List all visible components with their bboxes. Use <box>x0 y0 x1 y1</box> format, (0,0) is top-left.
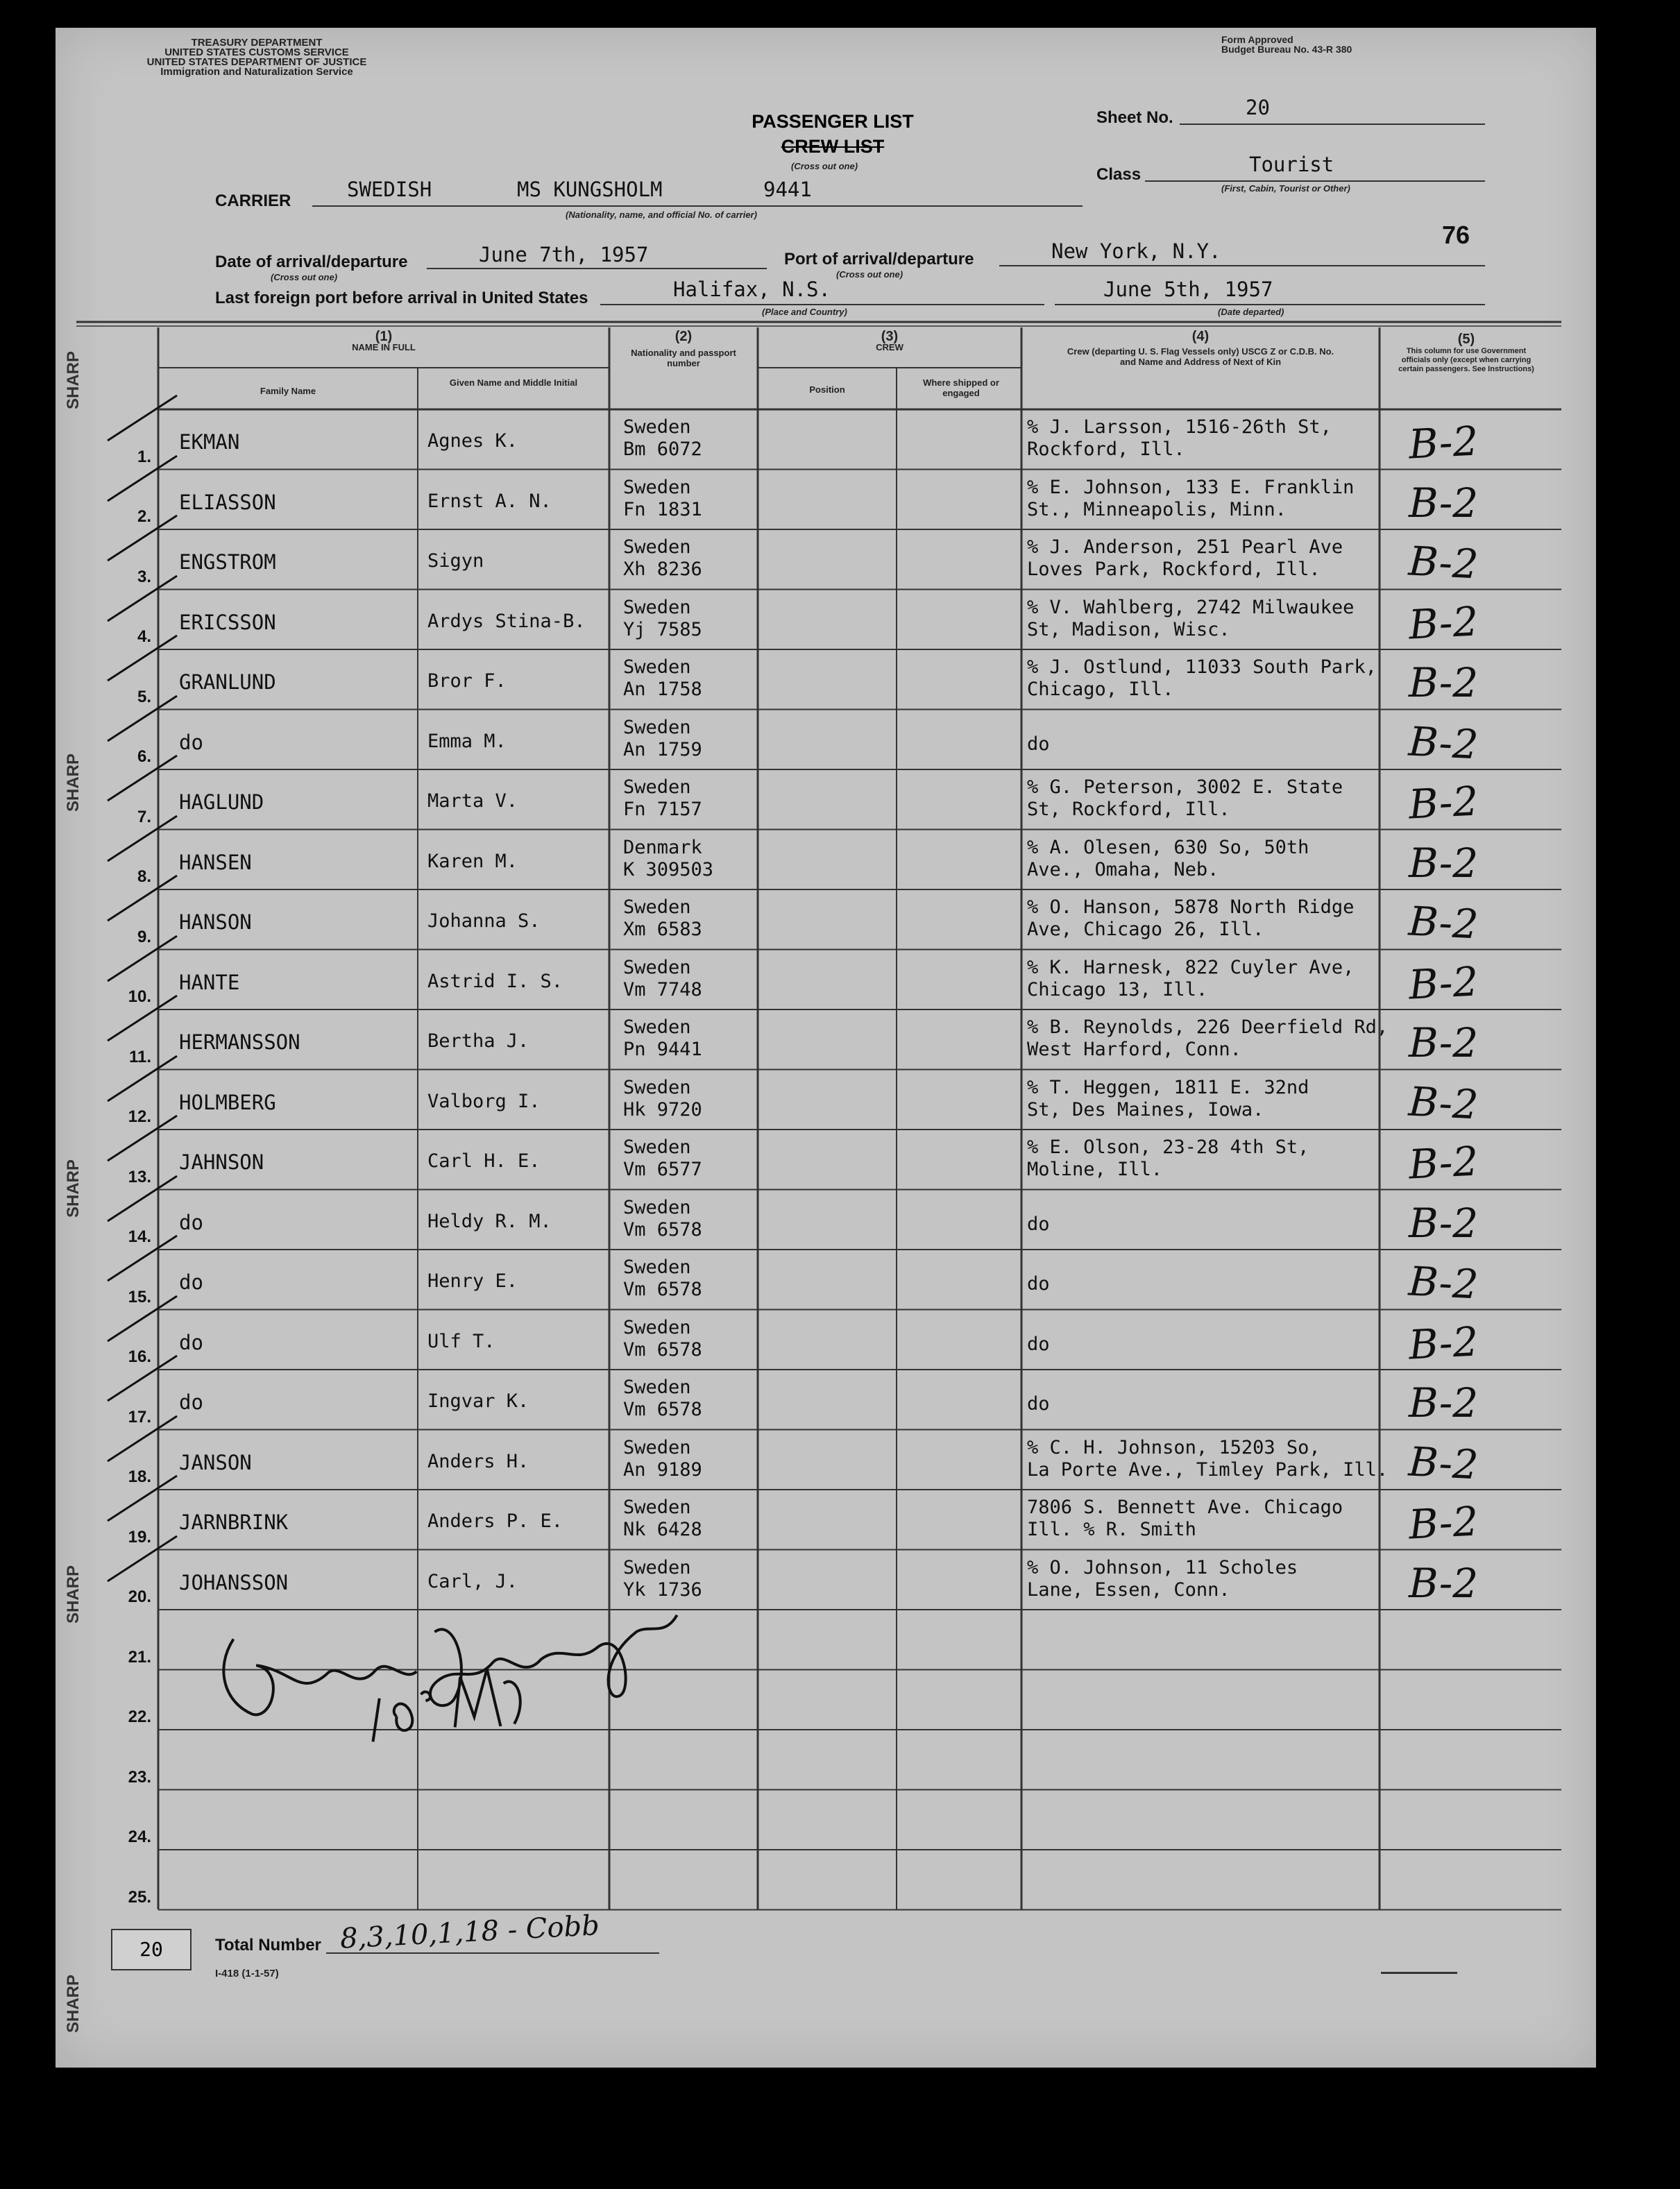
table-row <box>0 1790 1680 1850</box>
family-name: ERICSSON <box>179 610 276 634</box>
total-handwritten: 8,3,10,1,18 - Cobb <box>339 1909 600 1955</box>
passport-number: Vm 6577 <box>623 1159 702 1180</box>
row-number: 12. <box>128 1107 151 1126</box>
row-number: 23. <box>128 1767 151 1787</box>
col5-header <box>1380 332 1553 374</box>
official-mark: B-2 <box>1407 537 1479 588</box>
given-name: Emma M. <box>427 730 507 752</box>
row-number: 21. <box>128 1647 151 1667</box>
kin-address-line1: % J. Larsson, 1516-26th St, <box>1027 416 1332 438</box>
row-number: 24. <box>128 1828 151 1846</box>
title-note: (Cross out one) <box>791 161 858 171</box>
nationality: Sweden <box>623 1016 691 1038</box>
row-number: 11. <box>128 1047 151 1066</box>
table-row <box>0 1190 1680 1250</box>
arrival-date: June 7th, 1957 <box>479 243 649 266</box>
table-row <box>0 1250 1680 1310</box>
given-name: Astrid I. S. <box>427 970 563 992</box>
nationality: Sweden <box>623 956 691 978</box>
agency-line: Immigration and Naturalization Service <box>160 66 353 78</box>
class-label: Class <box>1096 165 1142 184</box>
row-number: 15. <box>128 1287 151 1306</box>
given-name: Bertha J. <box>427 1030 529 1052</box>
position-header: Position <box>809 384 845 395</box>
nationality: Denmark <box>623 836 702 858</box>
table-row <box>0 1070 1680 1130</box>
row-number: 5. <box>137 687 151 706</box>
kin-address-line1: do <box>1027 1213 1050 1235</box>
check-tick-icon <box>101 1349 184 1411</box>
row-number: 3. <box>137 567 151 586</box>
row-number: 25. <box>128 1887 151 1907</box>
given-name: Henry E. <box>427 1270 518 1292</box>
row-number: 20. <box>128 1587 151 1606</box>
nationality: Sweden <box>623 1257 691 1278</box>
passport-number: An 9189 <box>623 1458 702 1481</box>
family-name: do <box>179 1390 203 1414</box>
kin-address-line2: Chicago, Ill. <box>1027 679 1174 700</box>
passport-number: An 1758 <box>623 679 702 700</box>
carrier-number: 9441 <box>763 178 812 201</box>
official-mark: B-2 <box>1409 1559 1479 1607</box>
agency-line: UNITED STATES DEPARTMENT OF JUSTICE <box>146 56 367 68</box>
table-row <box>0 1010 1680 1070</box>
given-name: Anders H. <box>427 1450 529 1472</box>
official-mark: B-2 <box>1409 1379 1479 1426</box>
check-tick-icon <box>101 1529 184 1592</box>
footer-dash <box>1381 1972 1457 1974</box>
kin-address-line1: do <box>1027 1393 1050 1415</box>
nationality: Sweden <box>623 1556 691 1578</box>
official-mark: B-2 <box>1407 1257 1479 1309</box>
table-row <box>0 710 1680 770</box>
arrival-note: (Cross out one) <box>271 272 338 282</box>
row-number: 6. <box>137 747 151 766</box>
official-mark: B-2 <box>1407 1137 1479 1189</box>
col4-header <box>1021 329 1380 367</box>
passport-number: Vm 6578 <box>623 1338 702 1361</box>
official-mark: B-2 <box>1407 597 1479 649</box>
nationality: Sweden <box>623 1196 691 1218</box>
official-mark: B-2 <box>1407 897 1479 948</box>
check-tick-icon <box>101 629 184 691</box>
nationality: Sweden <box>623 656 691 678</box>
family-name: do <box>179 1210 203 1234</box>
family-name-header: Family Name <box>260 386 316 396</box>
kin-address-line2: Ave, Chicago 26, Ill. <box>1027 919 1264 940</box>
family-name: do <box>179 1330 203 1354</box>
form-approved-line: Budget Bureau No. 43-R 380 <box>1221 44 1352 55</box>
given-name: Heldy R. M. <box>427 1210 552 1232</box>
kin-address-line2: Moline, Ill. <box>1027 1159 1163 1180</box>
form-approved-line: Form Approved <box>1221 34 1293 45</box>
table-row <box>0 470 1680 530</box>
port-value: New York, N.Y. <box>1051 239 1221 263</box>
row-number: 8. <box>137 867 151 886</box>
nationality: Sweden <box>623 776 691 798</box>
title-passenger-list: PASSENGER LIST <box>752 111 914 132</box>
family-name: JANSON <box>179 1450 252 1474</box>
last-port-label: Last foreign port before arrival in United States <box>215 289 588 307</box>
kin-address-line2: Chicago 13, Ill. <box>1027 978 1208 1000</box>
passport-number: Vm 7748 <box>623 978 702 1000</box>
family-name: GRANLUND <box>179 670 276 694</box>
port-label: Port of arrival/departure <box>784 250 974 269</box>
kin-address-line2: Lane, Essen, Conn. <box>1027 1578 1230 1601</box>
agency-line: UNITED STATES CUSTOMS SERVICE <box>164 46 349 58</box>
col1-header <box>158 329 609 352</box>
kin-address-line1: % K. Harnesk, 822 Cuyler Ave, <box>1027 956 1355 978</box>
official-mark: B-2 <box>1407 1497 1479 1549</box>
given-name: Marta V. <box>427 790 518 812</box>
passport-number: Xh 8236 <box>623 559 702 580</box>
official-mark: B-2 <box>1409 659 1479 706</box>
check-tick-icon <box>101 1049 184 1111</box>
last-port-value: Halifax, N.S. <box>673 278 831 301</box>
row-number: 17. <box>128 1407 151 1426</box>
check-tick-icon <box>101 1169 184 1232</box>
date-departed: June 5th, 1957 <box>1103 278 1273 301</box>
family-name: JARNBRINK <box>179 1510 289 1534</box>
col4-number: (4) <box>1191 329 1210 344</box>
kin-address-line2: Ill. % R. Smith <box>1027 1519 1196 1540</box>
family-name: HERMANSSON <box>179 1030 300 1054</box>
official-mark: B-2 <box>1407 957 1479 1009</box>
given-name: Anders P. E. <box>427 1510 563 1532</box>
row-number: 13. <box>128 1167 151 1186</box>
passport-number: Vm 6578 <box>623 1218 702 1241</box>
row-number: 19. <box>128 1527 151 1547</box>
row-number: 16. <box>128 1347 151 1366</box>
given-name: Carl, J. <box>427 1570 518 1592</box>
nationality: Sweden <box>623 416 691 438</box>
official-mark: B-2 <box>1407 417 1479 468</box>
check-tick-icon <box>101 1409 184 1472</box>
family-name: ELIASSON <box>179 490 276 514</box>
carrier-note: (Nationality, name, and official No. of carrier) <box>566 210 757 220</box>
given-name: Valborg I. <box>427 1090 541 1112</box>
kin-address-line1: % O. Hanson, 5878 North Ridge <box>1027 896 1355 918</box>
col3-title: CREW <box>876 342 903 352</box>
kin-address-line1: % T. Heggen, 1811 E. 32nd <box>1027 1076 1309 1098</box>
nationality: Sweden <box>623 536 691 558</box>
family-name: do <box>179 1270 203 1294</box>
family-name: HANSON <box>179 910 252 934</box>
given-name: Bror F. <box>427 670 507 692</box>
kin-address-line2: St., Minneapolis, Minn. <box>1027 498 1287 520</box>
family-name: HOLMBERG <box>179 1090 276 1114</box>
kin-address-line1: % O. Johnson, 11 Scholes <box>1027 1556 1298 1578</box>
official-mark: B-2 <box>1407 1317 1479 1369</box>
row-number: 18. <box>128 1467 151 1486</box>
passport-number: Fn 1831 <box>623 498 702 520</box>
agency-line: TREASURY DEPARTMENT <box>191 37 323 49</box>
kin-address-line1: do <box>1027 1273 1050 1295</box>
table-row <box>0 1730 1680 1790</box>
kin-address-line1: do <box>1027 733 1050 755</box>
where-shipped-header: Where shipped or engaged <box>923 377 999 398</box>
table-row <box>0 649 1680 710</box>
family-name: do <box>179 730 203 754</box>
kin-address-line1: % G. Peterson, 3002 E. State <box>1027 776 1343 798</box>
check-tick-icon <box>101 689 184 751</box>
check-tick-icon <box>101 569 184 631</box>
kin-address-line2: Loves Park, Rockford, Ill. <box>1027 559 1321 580</box>
margin-mark-sharp: SHARP <box>64 753 83 812</box>
family-name: HANSEN <box>179 850 252 874</box>
table-row <box>0 950 1680 1010</box>
row-number: 9. <box>137 927 151 946</box>
official-mark: B-2 <box>1409 839 1479 887</box>
kin-address-line1: do <box>1027 1333 1050 1355</box>
kin-address-line2: St, Des Maines, Iowa. <box>1027 1098 1264 1121</box>
title-crew-list: CREW LIST <box>781 136 885 157</box>
col5-title: This column for use Government officials only (except when carrying certain passengers. See Instructions) <box>1398 347 1534 373</box>
kin-address-line1: % C. H. Johnson, 15203 So, <box>1027 1436 1321 1458</box>
table-row <box>0 889 1680 950</box>
row-number: 1. <box>137 447 151 466</box>
nationality: Sweden <box>623 1136 691 1158</box>
kin-address-line1: % J. Anderson, 251 Pearl Ave <box>1027 536 1343 558</box>
passport-number: Fn 7157 <box>623 799 702 820</box>
date-departed-note: (Date departed) <box>1218 307 1284 317</box>
row-number: 2. <box>137 507 151 526</box>
check-tick-icon <box>101 809 184 871</box>
col1-number: (1) <box>375 329 393 344</box>
nationality: Sweden <box>623 716 691 738</box>
nationality: Sweden <box>623 1436 691 1458</box>
family-name: JOHANSSON <box>179 1570 289 1594</box>
check-tick-icon <box>101 869 184 931</box>
check-tick-icon <box>101 989 184 1051</box>
given-name: Sigyn <box>427 550 484 572</box>
nationality: Sweden <box>623 476 691 498</box>
kin-address-line2: West Harford, Conn. <box>1027 1039 1241 1060</box>
table-row <box>0 830 1680 890</box>
col2-title: Nationality and passport number <box>631 348 736 368</box>
passport-number: K 309503 <box>623 858 714 880</box>
official-mark: B-2 <box>1407 717 1479 769</box>
given-name: Agnes K. <box>427 430 518 452</box>
check-tick-icon <box>101 389 184 451</box>
table-row <box>0 769 1680 830</box>
table-row <box>0 409 1680 470</box>
check-tick-icon <box>101 1469 184 1531</box>
given-name: Ulf T. <box>427 1330 495 1352</box>
passport-number: Vm 6578 <box>623 1399 702 1420</box>
check-tick-icon <box>101 1229 184 1291</box>
row-number: 10. <box>128 987 151 1006</box>
table-row <box>0 1490 1680 1550</box>
family-name: HANTE <box>179 970 240 994</box>
nationality: Sweden <box>623 1377 691 1398</box>
official-mark: B-2 <box>1409 1199 1479 1247</box>
col4-title: Crew (departing U. S. Flag Vessels only) USCG Z or C.D.B. No. and Name and Address of Next of Kin <box>1067 346 1334 367</box>
kin-address-line1: 7806 S. Bennett Ave. Chicago <box>1027 1497 1343 1518</box>
given-name: Carl H. E. <box>427 1150 541 1172</box>
kin-address-line1: % A. Olesen, 630 So, 50th <box>1027 836 1309 858</box>
nationality: Sweden <box>623 1497 691 1518</box>
passport-number: Nk 6428 <box>623 1519 702 1540</box>
col2-number: (2) <box>674 329 693 344</box>
family-name: ENGSTROM <box>179 550 276 574</box>
passport-number: Yj 7585 <box>623 618 702 640</box>
table-row <box>0 1310 1680 1370</box>
check-tick-icon <box>101 929 184 991</box>
sheet-label: Sheet No. <box>1096 108 1173 127</box>
table-row <box>0 1850 1680 1910</box>
table-row <box>0 590 1680 650</box>
family-name: EKMAN <box>179 430 240 454</box>
kin-address-line2: St, Rockford, Ill. <box>1027 799 1230 820</box>
official-mark: B-2 <box>1409 479 1479 527</box>
carrier-label: CARRIER <box>215 191 291 210</box>
col3-number: (3) <box>881 329 899 344</box>
class-note: (First, Cabin, Tourist or Other) <box>1221 183 1350 194</box>
nationality: Sweden <box>623 1076 691 1098</box>
nationality: Sweden <box>623 896 691 918</box>
passport-number: Vm 6578 <box>623 1279 702 1300</box>
table-row <box>0 1370 1680 1430</box>
row-number: 22. <box>128 1707 151 1726</box>
page-number: 76 <box>1442 221 1470 249</box>
check-tick-icon <box>101 749 184 811</box>
family-name: JAHNSON <box>179 1150 264 1174</box>
last-port-note: (Place and Country) <box>762 307 847 317</box>
kin-address-line2: Ave., Omaha, Neb. <box>1027 858 1219 880</box>
row-number: 7. <box>137 807 151 826</box>
kin-address-line1: % V. Wahlberg, 2742 Milwaukee <box>1027 596 1355 618</box>
carrier-nationality: SWEDISH <box>347 178 432 201</box>
sheet-number: 20 <box>1246 96 1270 119</box>
margin-mark-sharp: SHARP <box>64 1565 83 1624</box>
table-row <box>0 1550 1680 1610</box>
kin-address-line1: % B. Reynolds, 226 Deerfield Rd, <box>1027 1016 1389 1038</box>
passport-number: Bm 6072 <box>623 438 702 460</box>
margin-mark-sharp: SHARP <box>64 1974 83 2033</box>
form-id: I-418 (1-1-57) <box>215 1968 279 1979</box>
nationality: Sweden <box>623 1316 691 1338</box>
class-value: Tourist <box>1249 153 1334 176</box>
port-note: (Cross out one) <box>836 269 903 280</box>
given-name: Ingvar K. <box>427 1390 529 1412</box>
given-name: Ernst A. N. <box>427 490 552 512</box>
given-name-header: Given Name and Middle Initial <box>449 377 578 388</box>
row-number: 4. <box>137 627 151 646</box>
kin-address-line1: % E. Olson, 23-28 4th St, <box>1027 1136 1309 1158</box>
total-box-value: 20 <box>139 1938 163 1961</box>
passport-number: Xm 6583 <box>623 919 702 940</box>
col2-header <box>609 329 758 368</box>
given-name: Ardys Stina-B. <box>427 610 586 632</box>
table-row <box>0 1430 1680 1490</box>
margin-mark-sharp: SHARP <box>64 350 83 409</box>
kin-address-line1: % E. Johnson, 133 E. Franklin <box>1027 476 1355 498</box>
table-row <box>0 1130 1680 1190</box>
table-row <box>0 529 1680 590</box>
kin-address-line1: % J. Ostlund, 11033 South Park, <box>1027 656 1377 678</box>
check-tick-icon <box>101 509 184 571</box>
passport-number: Pn 9441 <box>623 1039 702 1060</box>
row-number: 14. <box>128 1227 151 1246</box>
col1-title: NAME IN FULL <box>352 342 416 352</box>
kin-address-line2: Rockford, Ill. <box>1027 438 1185 460</box>
official-mark: B-2 <box>1409 1019 1479 1066</box>
nationality: Sweden <box>623 596 691 618</box>
family-name: HAGLUND <box>179 790 264 814</box>
arrival-label: Date of arrival/departure <box>215 253 408 271</box>
given-name: Karen M. <box>427 850 518 872</box>
given-name: Johanna S. <box>427 910 541 932</box>
kin-address-line2: St, Madison, Wisc. <box>1027 618 1230 640</box>
total-number-label: Total Number <box>215 1936 321 1954</box>
official-mark: B-2 <box>1407 1437 1479 1489</box>
margin-mark-sharp: SHARP <box>64 1159 83 1218</box>
carrier-name: MS KUNGSHOLM <box>517 178 663 201</box>
check-tick-icon <box>101 1109 184 1171</box>
kin-address-line2: La Porte Ave., Timley Park, Ill. <box>1027 1458 1389 1481</box>
official-mark: B-2 <box>1407 1077 1479 1129</box>
passport-number: Hk 9720 <box>623 1098 702 1121</box>
check-tick-icon <box>101 1289 184 1352</box>
total-box <box>111 1929 192 1970</box>
passport-number: Yk 1736 <box>623 1578 702 1601</box>
official-mark: B-2 <box>1407 777 1479 828</box>
check-tick-icon <box>101 449 184 511</box>
col5-number: (5) <box>1457 332 1475 347</box>
passport-number: An 1759 <box>623 738 702 760</box>
col3-header <box>758 329 1021 352</box>
